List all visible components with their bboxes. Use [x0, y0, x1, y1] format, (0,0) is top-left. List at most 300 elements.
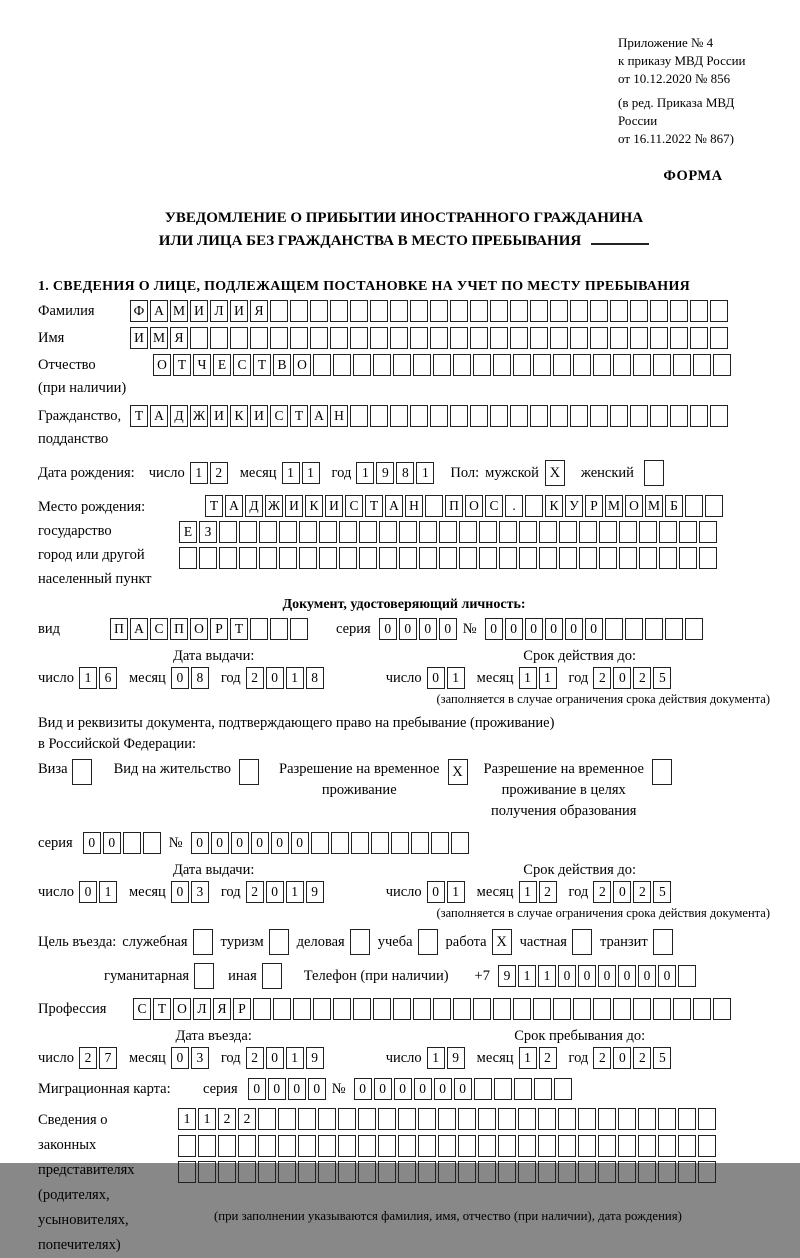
- form-cell[interactable]: Т: [365, 495, 383, 517]
- form-cell[interactable]: [533, 354, 551, 376]
- form-cell[interactable]: [618, 1108, 636, 1130]
- form-cell[interactable]: [578, 1135, 596, 1157]
- form-cell[interactable]: [411, 832, 429, 854]
- purpose-commercial-checkbox[interactable]: [350, 929, 370, 955]
- form-cell[interactable]: [494, 1078, 512, 1100]
- form-cell[interactable]: [479, 521, 497, 543]
- migration-number-input[interactable]: [354, 1078, 574, 1100]
- form-cell[interactable]: И: [230, 300, 248, 322]
- form-cell[interactable]: [350, 327, 368, 349]
- form-cell[interactable]: О: [153, 354, 171, 376]
- form-cell[interactable]: 5: [653, 667, 671, 689]
- form-cell[interactable]: [339, 521, 357, 543]
- form-cell[interactable]: О: [293, 354, 311, 376]
- form-cell[interactable]: [550, 327, 568, 349]
- form-cell[interactable]: [330, 300, 348, 322]
- form-cell[interactable]: [398, 1108, 416, 1130]
- form-cell[interactable]: М: [605, 495, 623, 517]
- form-cell[interactable]: [613, 354, 631, 376]
- form-cell[interactable]: 0: [211, 832, 229, 854]
- form-cell[interactable]: 9: [376, 462, 394, 484]
- form-cell[interactable]: [318, 1108, 336, 1130]
- form-cell[interactable]: А: [150, 405, 168, 427]
- form-cell[interactable]: [123, 832, 141, 854]
- form-cell[interactable]: 0: [565, 618, 583, 640]
- form-cell[interactable]: 0: [171, 667, 189, 689]
- form-cell[interactable]: 2: [633, 667, 651, 689]
- form-cell[interactable]: [413, 998, 431, 1020]
- form-cell[interactable]: [514, 1078, 532, 1100]
- form-cell[interactable]: [490, 327, 508, 349]
- form-cell[interactable]: [553, 998, 571, 1020]
- residence-permit-checkbox[interactable]: [239, 759, 259, 785]
- form-cell[interactable]: Л: [210, 300, 228, 322]
- form-cell[interactable]: [470, 327, 488, 349]
- purpose-work-checkbox[interactable]: [492, 929, 512, 955]
- form-cell[interactable]: [290, 300, 308, 322]
- form-cell[interactable]: С: [150, 618, 168, 640]
- form-cell[interactable]: [538, 1161, 556, 1183]
- doc-issue-year[interactable]: [246, 667, 326, 689]
- form-cell[interactable]: [538, 1108, 556, 1130]
- form-cell[interactable]: Е: [179, 521, 197, 543]
- form-cell[interactable]: [572, 929, 592, 955]
- form-cell[interactable]: [279, 521, 297, 543]
- form-cell[interactable]: [710, 327, 728, 349]
- form-cell[interactable]: [459, 547, 477, 569]
- form-cell[interactable]: 1: [356, 462, 374, 484]
- form-cell[interactable]: 1: [518, 965, 536, 987]
- form-cell[interactable]: 0: [191, 832, 209, 854]
- form-cell[interactable]: [593, 354, 611, 376]
- form-cell[interactable]: [579, 547, 597, 569]
- doc-issue-month[interactable]: [171, 667, 211, 689]
- form-cell[interactable]: [330, 327, 348, 349]
- form-cell[interactable]: [644, 460, 664, 486]
- form-cell[interactable]: [678, 1135, 696, 1157]
- doc-expiry-year[interactable]: [593, 667, 673, 689]
- form-cell[interactable]: [339, 547, 357, 569]
- form-cell[interactable]: 0: [266, 1047, 284, 1069]
- form-cell[interactable]: Я: [170, 327, 188, 349]
- form-cell[interactable]: [550, 300, 568, 322]
- form-cell[interactable]: [431, 832, 449, 854]
- form-cell[interactable]: [418, 1161, 436, 1183]
- form-cell[interactable]: [198, 1161, 216, 1183]
- form-cell[interactable]: [679, 547, 697, 569]
- form-cell[interactable]: [198, 1135, 216, 1157]
- form-cell[interactable]: [298, 1108, 316, 1130]
- form-cell[interactable]: Е: [213, 354, 231, 376]
- form-cell[interactable]: [478, 1161, 496, 1183]
- form-cell[interactable]: 0: [545, 618, 563, 640]
- form-cell[interactable]: [278, 1135, 296, 1157]
- form-cell[interactable]: [693, 354, 711, 376]
- form-cell[interactable]: [673, 354, 691, 376]
- form-cell[interactable]: [378, 1135, 396, 1157]
- form-cell[interactable]: 0: [439, 618, 457, 640]
- form-cell[interactable]: 1: [427, 1047, 445, 1069]
- edu-permit-checkbox[interactable]: [652, 759, 672, 785]
- form-cell[interactable]: [430, 327, 448, 349]
- sex-male-checkbox[interactable]: [545, 460, 565, 486]
- form-cell[interactable]: 1: [447, 881, 465, 903]
- form-cell[interactable]: [690, 327, 708, 349]
- form-cell[interactable]: X: [492, 929, 512, 955]
- form-cell[interactable]: [333, 998, 351, 1020]
- form-cell[interactable]: [450, 327, 468, 349]
- form-cell[interactable]: [558, 1161, 576, 1183]
- form-cell[interactable]: [613, 998, 631, 1020]
- form-cell[interactable]: X: [448, 759, 468, 785]
- form-cell[interactable]: [373, 354, 391, 376]
- citizenship-input[interactable]: [130, 405, 730, 427]
- rep-input-line1[interactable]: [178, 1108, 718, 1130]
- form-cell[interactable]: [598, 1161, 616, 1183]
- form-cell[interactable]: В: [273, 354, 291, 376]
- form-cell[interactable]: [570, 327, 588, 349]
- birth-month-input[interactable]: [282, 462, 322, 484]
- form-cell[interactable]: Ж: [190, 405, 208, 427]
- form-cell[interactable]: 1: [282, 462, 300, 484]
- form-cell[interactable]: [250, 618, 268, 640]
- form-cell[interactable]: [470, 405, 488, 427]
- form-cell[interactable]: [293, 998, 311, 1020]
- form-cell[interactable]: [453, 354, 471, 376]
- form-cell[interactable]: [630, 405, 648, 427]
- form-cell[interactable]: [558, 1135, 576, 1157]
- form-cell[interactable]: [353, 998, 371, 1020]
- form-cell[interactable]: 0: [266, 881, 284, 903]
- form-cell[interactable]: [458, 1108, 476, 1130]
- form-cell[interactable]: И: [210, 405, 228, 427]
- form-cell[interactable]: Я: [250, 300, 268, 322]
- form-cell[interactable]: И: [190, 300, 208, 322]
- form-cell[interactable]: 0: [394, 1078, 412, 1100]
- form-cell[interactable]: [493, 998, 511, 1020]
- form-cell[interactable]: [350, 929, 370, 955]
- doc-issue-day[interactable]: [79, 667, 119, 689]
- form-cell[interactable]: [474, 1078, 492, 1100]
- form-cell[interactable]: [313, 998, 331, 1020]
- residence-issue-year[interactable]: [246, 881, 326, 903]
- form-cell[interactable]: [554, 1078, 572, 1100]
- profession-input[interactable]: [133, 998, 733, 1020]
- form-cell[interactable]: [705, 495, 723, 517]
- form-cell[interactable]: А: [385, 495, 403, 517]
- form-cell[interactable]: 0: [638, 965, 656, 987]
- form-cell[interactable]: 0: [268, 1078, 286, 1100]
- name-input[interactable]: [130, 327, 730, 349]
- form-cell[interactable]: 2: [210, 462, 228, 484]
- form-cell[interactable]: Т: [130, 405, 148, 427]
- form-cell[interactable]: [618, 1161, 636, 1183]
- form-cell[interactable]: [194, 963, 214, 989]
- form-cell[interactable]: 0: [485, 618, 503, 640]
- form-cell[interactable]: 0: [288, 1078, 306, 1100]
- form-cell[interactable]: [258, 1108, 276, 1130]
- doc-kind-input[interactable]: [110, 618, 310, 640]
- surname-input[interactable]: [130, 300, 730, 322]
- form-cell[interactable]: 0: [427, 667, 445, 689]
- form-cell[interactable]: [425, 495, 443, 517]
- form-cell[interactable]: [633, 998, 651, 1020]
- form-cell[interactable]: [359, 547, 377, 569]
- form-cell[interactable]: С: [270, 405, 288, 427]
- form-cell[interactable]: [459, 521, 477, 543]
- form-cell[interactable]: [533, 998, 551, 1020]
- form-cell[interactable]: [645, 618, 663, 640]
- form-cell[interactable]: [658, 1108, 676, 1130]
- form-cell[interactable]: [262, 963, 282, 989]
- form-cell[interactable]: [590, 405, 608, 427]
- form-cell[interactable]: [379, 547, 397, 569]
- form-cell[interactable]: А: [310, 405, 328, 427]
- form-cell[interactable]: [210, 327, 228, 349]
- form-cell[interactable]: [625, 618, 643, 640]
- form-cell[interactable]: 1: [198, 1108, 216, 1130]
- form-cell[interactable]: [438, 1108, 456, 1130]
- form-cell[interactable]: [479, 547, 497, 569]
- form-cell[interactable]: [250, 327, 268, 349]
- form-cell[interactable]: Т: [173, 354, 191, 376]
- form-cell[interactable]: [218, 1135, 236, 1157]
- form-cell[interactable]: [393, 354, 411, 376]
- form-cell[interactable]: 2: [246, 1047, 264, 1069]
- form-cell[interactable]: 9: [447, 1047, 465, 1069]
- form-cell[interactable]: 2: [238, 1108, 256, 1130]
- form-cell[interactable]: [578, 1161, 596, 1183]
- form-cell[interactable]: 8: [396, 462, 414, 484]
- form-cell[interactable]: [653, 354, 671, 376]
- form-cell[interactable]: 2: [593, 881, 611, 903]
- form-cell[interactable]: [238, 1135, 256, 1157]
- form-cell[interactable]: [253, 998, 271, 1020]
- form-cell[interactable]: [525, 495, 543, 517]
- form-cell[interactable]: [470, 300, 488, 322]
- form-cell[interactable]: [499, 547, 517, 569]
- purpose-tourism-checkbox[interactable]: [269, 929, 289, 955]
- form-cell[interactable]: [559, 547, 577, 569]
- form-cell[interactable]: [473, 998, 491, 1020]
- form-cell[interactable]: М: [150, 327, 168, 349]
- residence-issue-day[interactable]: [79, 881, 119, 903]
- form-cell[interactable]: [670, 327, 688, 349]
- form-cell[interactable]: [665, 618, 683, 640]
- form-cell[interactable]: [199, 547, 217, 569]
- form-cell[interactable]: [410, 405, 428, 427]
- form-cell[interactable]: [338, 1108, 356, 1130]
- form-cell[interactable]: [633, 354, 651, 376]
- form-cell[interactable]: [238, 1161, 256, 1183]
- form-cell[interactable]: [673, 998, 691, 1020]
- form-cell[interactable]: [239, 547, 257, 569]
- form-cell[interactable]: [278, 1161, 296, 1183]
- form-cell[interactable]: [698, 1161, 716, 1183]
- form-cell[interactable]: Ж: [265, 495, 283, 517]
- form-cell[interactable]: [473, 354, 491, 376]
- form-cell[interactable]: Т: [153, 998, 171, 1020]
- form-cell[interactable]: [610, 300, 628, 322]
- form-cell[interactable]: А: [130, 618, 148, 640]
- sex-female-checkbox[interactable]: [644, 460, 664, 486]
- form-cell[interactable]: 0: [598, 965, 616, 987]
- form-cell[interactable]: [653, 929, 673, 955]
- form-cell[interactable]: Т: [230, 618, 248, 640]
- form-cell[interactable]: [690, 300, 708, 322]
- form-cell[interactable]: 8: [306, 667, 324, 689]
- residence-expiry-month[interactable]: [519, 881, 559, 903]
- form-cell[interactable]: [619, 521, 637, 543]
- form-cell[interactable]: [599, 521, 617, 543]
- form-cell[interactable]: О: [190, 618, 208, 640]
- form-cell[interactable]: 1: [286, 667, 304, 689]
- form-cell[interactable]: 1: [286, 1047, 304, 1069]
- form-cell[interactable]: Т: [253, 354, 271, 376]
- form-cell[interactable]: [518, 1161, 536, 1183]
- form-cell[interactable]: [570, 300, 588, 322]
- form-cell[interactable]: [570, 405, 588, 427]
- form-cell[interactable]: [450, 405, 468, 427]
- form-cell[interactable]: [658, 1135, 676, 1157]
- form-cell[interactable]: [693, 998, 711, 1020]
- residence-expiry-day[interactable]: [427, 881, 467, 903]
- form-cell[interactable]: Ч: [193, 354, 211, 376]
- form-cell[interactable]: [430, 405, 448, 427]
- form-cell[interactable]: 9: [306, 881, 324, 903]
- form-cell[interactable]: 2: [79, 1047, 97, 1069]
- stay-month[interactable]: [519, 1047, 559, 1069]
- form-cell[interactable]: [510, 405, 528, 427]
- form-cell[interactable]: [678, 1161, 696, 1183]
- form-cell[interactable]: [439, 547, 457, 569]
- birthplace-input-line3[interactable]: [179, 547, 725, 569]
- purpose-study-checkbox[interactable]: [418, 929, 438, 955]
- form-cell[interactable]: 2: [539, 881, 557, 903]
- birthplace-input-line2[interactable]: [179, 521, 725, 543]
- residence-series-input[interactable]: [83, 832, 163, 854]
- form-cell[interactable]: 9: [306, 1047, 324, 1069]
- form-cell[interactable]: 1: [190, 462, 208, 484]
- form-cell[interactable]: [478, 1108, 496, 1130]
- form-cell[interactable]: Б: [665, 495, 683, 517]
- form-cell[interactable]: [659, 521, 677, 543]
- form-cell[interactable]: 0: [354, 1078, 372, 1100]
- form-cell[interactable]: [190, 327, 208, 349]
- form-cell[interactable]: [598, 1108, 616, 1130]
- form-cell[interactable]: [270, 300, 288, 322]
- form-cell[interactable]: [653, 998, 671, 1020]
- form-cell[interactable]: [418, 929, 438, 955]
- form-cell[interactable]: [269, 929, 289, 955]
- form-cell[interactable]: 1: [519, 667, 537, 689]
- form-cell[interactable]: [298, 1135, 316, 1157]
- rep-input-line2[interactable]: [178, 1135, 718, 1157]
- form-cell[interactable]: [650, 405, 668, 427]
- form-cell[interactable]: 1: [519, 1047, 537, 1069]
- form-cell[interactable]: [399, 521, 417, 543]
- form-cell[interactable]: А: [150, 300, 168, 322]
- form-cell[interactable]: [670, 300, 688, 322]
- form-cell[interactable]: [72, 759, 92, 785]
- form-cell[interactable]: [359, 521, 377, 543]
- form-cell[interactable]: [670, 405, 688, 427]
- form-cell[interactable]: 0: [103, 832, 121, 854]
- form-cell[interactable]: [433, 354, 451, 376]
- visa-checkbox[interactable]: [72, 759, 92, 785]
- form-cell[interactable]: Р: [210, 618, 228, 640]
- form-cell[interactable]: 0: [414, 1078, 432, 1100]
- form-cell[interactable]: [278, 1108, 296, 1130]
- form-cell[interactable]: [490, 300, 508, 322]
- form-cell[interactable]: 1: [178, 1108, 196, 1130]
- form-cell[interactable]: [358, 1135, 376, 1157]
- form-cell[interactable]: [630, 300, 648, 322]
- form-cell[interactable]: А: [225, 495, 243, 517]
- form-cell[interactable]: [193, 929, 213, 955]
- form-cell[interactable]: [534, 1078, 552, 1100]
- form-cell[interactable]: 1: [519, 881, 537, 903]
- form-cell[interactable]: [698, 1108, 716, 1130]
- form-cell[interactable]: 0: [271, 832, 289, 854]
- form-cell[interactable]: [258, 1161, 276, 1183]
- form-cell[interactable]: [498, 1135, 516, 1157]
- form-cell[interactable]: [599, 547, 617, 569]
- doc-series-input[interactable]: [379, 618, 459, 640]
- form-cell[interactable]: [478, 1135, 496, 1157]
- form-cell[interactable]: [298, 1161, 316, 1183]
- form-cell[interactable]: 0: [171, 881, 189, 903]
- birthplace-input-line1[interactable]: [205, 495, 725, 517]
- form-cell[interactable]: 7: [99, 1047, 117, 1069]
- form-cell[interactable]: Р: [233, 998, 251, 1020]
- form-cell[interactable]: Я: [213, 998, 231, 1020]
- form-cell[interactable]: Р: [585, 495, 603, 517]
- purpose-private-checkbox[interactable]: [572, 929, 592, 955]
- form-cell[interactable]: [698, 1135, 716, 1157]
- form-cell[interactable]: 0: [379, 618, 397, 640]
- form-cell[interactable]: 1: [447, 667, 465, 689]
- form-cell[interactable]: 0: [454, 1078, 472, 1100]
- purpose-business-checkbox[interactable]: [193, 929, 213, 955]
- form-cell[interactable]: [419, 521, 437, 543]
- form-cell[interactable]: [391, 832, 409, 854]
- form-cell[interactable]: У: [565, 495, 583, 517]
- form-cell[interactable]: [438, 1161, 456, 1183]
- form-cell[interactable]: 2: [539, 1047, 557, 1069]
- form-cell[interactable]: И: [250, 405, 268, 427]
- form-cell[interactable]: [450, 300, 468, 322]
- form-cell[interactable]: [550, 405, 568, 427]
- form-cell[interactable]: [573, 998, 591, 1020]
- form-cell[interactable]: [685, 618, 703, 640]
- form-cell[interactable]: [258, 1135, 276, 1157]
- form-cell[interactable]: Н: [330, 405, 348, 427]
- form-cell[interactable]: Т: [290, 405, 308, 427]
- form-cell[interactable]: [679, 521, 697, 543]
- form-cell[interactable]: 0: [419, 618, 437, 640]
- form-cell[interactable]: [179, 547, 197, 569]
- form-cell[interactable]: [518, 1108, 536, 1130]
- form-cell[interactable]: [685, 495, 703, 517]
- form-cell[interactable]: 2: [246, 881, 264, 903]
- form-cell[interactable]: 9: [498, 965, 516, 987]
- form-cell[interactable]: 1: [79, 667, 97, 689]
- form-cell[interactable]: [710, 405, 728, 427]
- form-cell[interactable]: [239, 759, 259, 785]
- form-cell[interactable]: [530, 300, 548, 322]
- form-cell[interactable]: Т: [205, 495, 223, 517]
